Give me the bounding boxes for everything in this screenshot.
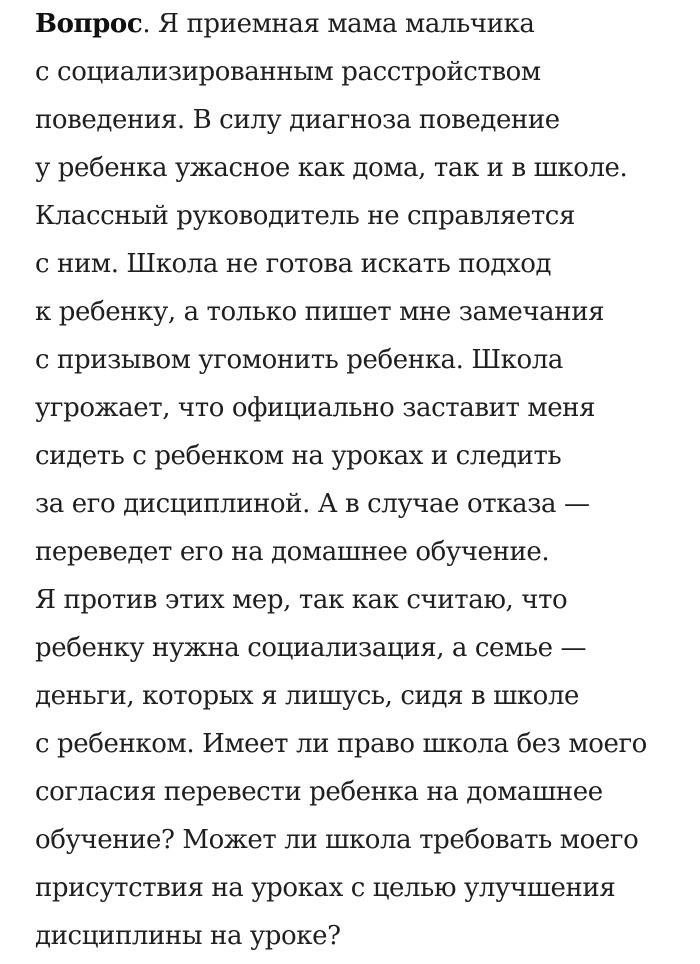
text-line: переведет его на домашнее обучение. [35, 537, 550, 567]
text-line [35, 0, 695, 48]
text-line: дисциплины на уроке? [35, 921, 341, 951]
text-line: Классный руководитель не справляется [35, 201, 575, 231]
question-label: Вопрос [35, 9, 143, 39]
text-line: с ребенком. Имеет ли право школа без моего [35, 729, 647, 759]
text-line: ребенку нужна социализация, а семье — [35, 633, 587, 663]
text-line: с ним. Школа не готова искать подход [35, 249, 552, 279]
question-text-block [35, 0, 695, 960]
text-line: деньги, которых я лишусь, сидя в школе [35, 681, 580, 711]
text-line-rest: . Я приемная мама мальчика [142, 9, 535, 39]
text-line: обучение? Может ли школа требовать моего [35, 825, 639, 855]
text-line: присутствия на уроках с целью улучшения [35, 873, 616, 903]
text-line: с социализированным расстройством [35, 57, 541, 87]
text-line: угрожает, что официально заставит меня [35, 393, 596, 423]
text-line: согласия перевести ребенка на домашнее [35, 777, 603, 807]
text-line: сидеть с ребенком на уроках и следить [35, 441, 562, 471]
text-line: с призывом угомонить ребенка. Школа [35, 345, 563, 375]
text-line: за его дисциплиной. А в случае отказа — [35, 489, 590, 519]
text-line: Я против этих мер, так как считаю, что [35, 585, 568, 615]
text-line: поведения. В силу диагноза поведение [35, 105, 560, 135]
text-line: у ребенка ужасное как дома, так и в школе. [35, 153, 628, 183]
text-line: к ребенку, а только пишет мне замечания [35, 297, 605, 327]
